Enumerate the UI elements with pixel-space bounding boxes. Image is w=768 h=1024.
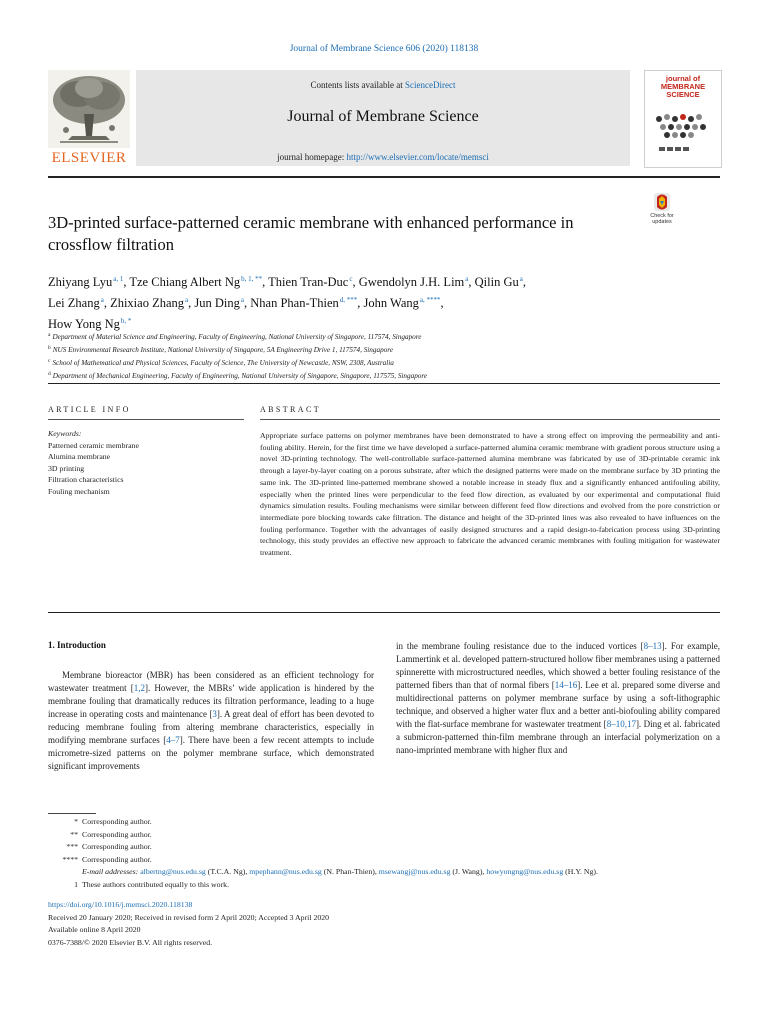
author-name[interactable]: How Yong Ng: [48, 317, 120, 331]
sciencedirect-link[interactable]: ScienceDirect: [405, 80, 456, 90]
masthead-band: [136, 70, 630, 166]
author-affiliation-marker[interactable]: a: [519, 275, 523, 283]
homepage-prefix: journal homepage:: [277, 152, 347, 162]
author-affiliation-marker[interactable]: a: [240, 296, 244, 304]
cover-art-icon: [651, 109, 715, 159]
abstract-rule: [260, 419, 720, 420]
author-separator: ,: [357, 296, 364, 310]
author-separator: ,: [440, 296, 444, 310]
author-name[interactable]: Lei Zhang: [48, 296, 100, 310]
crossmark-icon: [646, 193, 678, 213]
keyword-item: Fouling mechanism: [48, 486, 110, 496]
affiliation-item: [48, 343, 720, 356]
author-separator: ,: [468, 275, 475, 289]
front-matter-divider: [48, 383, 720, 384]
footnote-corresponding: [48, 829, 720, 842]
journal-cover-thumbnail[interactable]: [644, 70, 722, 168]
publisher-logo: [48, 70, 130, 166]
abstract-bottom-divider: [48, 612, 720, 613]
email-link[interactable]: howyongng@nus.edu.sg: [486, 867, 564, 877]
author-separator: ,: [123, 275, 130, 289]
doi-link[interactable]: https://doi.org/10.1016/j.memsci.2020.118138: [48, 900, 193, 909]
footnote-corresponding: [48, 854, 720, 867]
elsevier-tree-icon: [48, 70, 130, 148]
footnote-marker: *: [74, 817, 78, 826]
article-info-rule: [48, 419, 244, 420]
copyright-line: 0376-7388/© 2020 Elsevier B.V. All rights reserved.: [48, 937, 213, 947]
email-owner: (T.C.A. Ng),: [205, 867, 250, 877]
section-heading-introduction: 1. Introduction: [48, 640, 106, 650]
author-separator: ,: [188, 296, 195, 310]
journal-title: Journal of Membrane Science: [287, 108, 479, 125]
abstract-heading: ABSTRACT: [260, 405, 321, 414]
author-separator: ,: [522, 275, 526, 289]
author-name[interactable]: Tze Chiang Albert Ng: [129, 275, 241, 289]
body-text-run: ]. Lee et al. prepared some diverse and multidirectional patterns on polymer membrane surface by using a soft-lithographic technique, and observed a higher water flux and a better anti-biofouling ability compared with the flat-surface membrane for wastewater treatment [: [396, 680, 720, 729]
affiliation-marker: c: [48, 358, 51, 364]
body-text-run: ]. However, the MBRs’ wide application is hindered by the membrane fouling that dramatically reduces its filtration performance, leading to a huge increase in operating costs and maintenance [: [48, 683, 374, 719]
footnote-corresponding: [48, 816, 720, 829]
footnote-equal-contribution: [48, 879, 720, 892]
publisher-wordmark: ELSEVIER: [51, 150, 127, 166]
author-affiliation-marker[interactable]: c: [349, 275, 353, 283]
citation-reference[interactable]: 8–13: [643, 641, 662, 651]
contents-prefix: Contents lists available at: [310, 80, 405, 90]
author-separator: ,: [244, 296, 251, 310]
cover-title: [645, 75, 721, 99]
journal-masthead: [48, 70, 720, 170]
author-affiliation-marker[interactable]: d, ***: [339, 296, 358, 304]
author-affiliation-marker[interactable]: a: [465, 275, 469, 283]
article-info-heading: ARTICLE INFO: [48, 405, 131, 414]
affiliation-marker: b: [48, 345, 51, 351]
body-column-right: [396, 640, 720, 757]
footnote-text: Corresponding author.: [82, 842, 152, 852]
email-owner: (N. Phan-Thien),: [321, 867, 379, 877]
body-column-left: [48, 669, 374, 773]
affiliation-text: School of Mathematical and Physical Sciences, Faculty of Science, The University of Newcastle, NSW, 2308, Australia: [52, 359, 394, 367]
footnote-emails: [48, 866, 720, 879]
author-affiliation-marker[interactable]: b, *: [120, 317, 132, 325]
body-text-run: ]. Ding et al. fabricated a submicron-patterned thin-film membrane through an interfacial polymerization on a nano-imprinted membrane with higher flux and: [396, 719, 720, 755]
available-online-date: Available online 8 April 2020: [48, 925, 141, 934]
footnote-marker: **: [70, 829, 78, 839]
email-link[interactable]: mpephann@nus.edu.sg: [249, 867, 322, 877]
homepage-line: [136, 152, 630, 162]
received-dates: Received 20 January 2020; Received in revised form 2 April 2020; Accepted 3 April 2020: [48, 912, 330, 922]
author-name[interactable]: Thien Tran-Duc: [268, 275, 349, 289]
journal-citation-link[interactable]: Journal of Membrane Science 606 (2020) 118138: [289, 44, 479, 54]
crossmark-label-line: updates: [652, 219, 672, 225]
author-separator: ,: [262, 275, 269, 289]
affiliation-item: [48, 356, 720, 369]
author-name[interactable]: Gwendolyn J.H. Lim: [358, 275, 465, 289]
footnote-rule: [48, 813, 96, 814]
affiliation-text: Department of Material Science and Engineering, Faculty of Engineering, National University of Singapore, 117574, Singapore: [52, 333, 422, 341]
article-title: 3D-printed surface-patterned ceramic membrane with enhanced performance in crossflow filtration: [48, 213, 574, 254]
footnote-corresponding: [48, 841, 720, 854]
keyword-item: Alumina membrane: [48, 452, 111, 462]
keyword-item: Patterned ceramic membrane: [48, 440, 139, 450]
footnote-marker: ****: [62, 854, 78, 864]
author-name[interactable]: Zhixiao Zhang: [110, 296, 185, 310]
homepage-link[interactable]: http://www.elsevier.com/locate/memsci: [346, 152, 489, 162]
author-affiliation-marker[interactable]: a: [185, 296, 189, 304]
author-name[interactable]: Qilin Gu: [474, 275, 519, 289]
keyword-item: Filtration characteristics: [48, 475, 124, 485]
masthead-divider: [48, 176, 720, 178]
check-for-updates-badge[interactable]: [646, 193, 678, 229]
citation-reference[interactable]: 14–16: [554, 680, 578, 690]
author-name[interactable]: John Wang: [363, 296, 419, 310]
author-affiliation-marker[interactable]: a, ****: [419, 296, 441, 304]
author-name[interactable]: Jun Ding: [194, 296, 240, 310]
publication-info: [48, 899, 720, 949]
email-link[interactable]: albertng@nus.edu.sg: [140, 867, 206, 877]
footnote-text: Corresponding author.: [82, 817, 152, 826]
citation-reference[interactable]: 8–10,17: [606, 719, 636, 729]
footnote-text: Corresponding author.: [82, 829, 152, 839]
keywords-label: Keywords:: [48, 429, 82, 438]
email-link[interactable]: msewangj@nus.edu.sg: [378, 867, 451, 877]
affiliation-item: [48, 369, 720, 382]
keyword-item: 3D printing: [48, 463, 85, 473]
footnote-marker: ***: [66, 842, 78, 852]
email-owner: (H.Y. Ng).: [563, 867, 598, 877]
author-list: [48, 270, 648, 333]
keywords-block: [48, 428, 244, 498]
body-text-run: ]. For example, Lammertink et al. developed pattern-structured hollow fiber membranes using a patterned spinnerette with microstructured needles, which showed a better fouling resistance of the patterned fibers than that of normal fibers [: [396, 641, 720, 690]
email-owner: (J. Wang),: [450, 867, 487, 877]
abstract-text: Appropriate surface patterns on polymer membranes have been demonstrated to have a strong effect on improving the permeability and anti-fouling ability. Herein, for the first time we have developed a surface-patterned alumina ceramic membrane with gradient porous structure using a novel 3D-printing technology. The well-controllable surface-patterned alumina membrane was fabricated by use of 3D-printable ceramic ink through a layer-by-layer coating on a porous substrate, after which the designed patterns were made on the membrane surface by 3D printing the same ink. The 3D-printed line-patterned membrane showed a notable increase in steady flux and a significantly enhanced antifouling ability, especially when the printed lines were perpendicular to the feed flow direction, as evaluated by our experimental and computational fluid dynamics simulation results. Fouling mechanisms were similar between different feed flow directions and evolved from the pore constriction or intermediate pore blocking towards cake filtration. The distance and height of the 3D-printed lines was also revealed to have influences on the fouling performance. Together with the advantages of easily designed structures and a rapid design-to-fabrication process using 3D-printing technology, this study provides an effective new approach to fabricate the advanced ceramic membranes with fouling mitigation for wastewater treatment.: [260, 431, 720, 558]
footnote-text: These authors contributed equally to this work.: [82, 879, 230, 889]
email-label: E-mail addresses:: [82, 867, 139, 877]
author-name[interactable]: Nhan Phan-Thien: [250, 296, 339, 310]
citation-reference[interactable]: 4–7: [166, 735, 180, 745]
author-affiliation-marker[interactable]: a, 1: [113, 275, 124, 283]
contents-line: [136, 80, 630, 90]
author-separator: ,: [103, 296, 111, 310]
body-text-run: in the membrane fouling resistance due to the induced vortices [: [396, 641, 644, 651]
author-affiliation-marker[interactable]: b, 1, **: [241, 275, 263, 283]
footnote-marker: 1: [74, 879, 78, 889]
footnotes: [48, 816, 720, 892]
author-name[interactable]: Zhiyang Lyu: [48, 275, 113, 289]
cover-title-line: journal of: [665, 74, 701, 83]
cover-title-line: SCIENCE: [666, 90, 700, 99]
affiliation-item: [48, 330, 720, 343]
citation-reference[interactable]: 1,2: [133, 683, 145, 693]
affiliation-text: NUS Environmental Research Institute, National University of Singapore, 5A Engineering Drive 1, 117574, Singapore: [52, 346, 393, 354]
affiliation-list: [48, 330, 720, 382]
affiliation-marker: a: [48, 332, 51, 338]
author-separator: ,: [352, 275, 359, 289]
footnote-text: Corresponding author.: [82, 854, 152, 864]
body-text-run: ]. A great deal of effort has been devoted to reducing membrane fouling from altering membrane characteristics, especially in modifying membrane surfaces [: [48, 709, 375, 745]
affiliation-marker: d: [48, 371, 51, 377]
citation-reference[interactable]: 3: [212, 709, 217, 719]
crossmark-label: [646, 213, 678, 225]
affiliation-text: Department of Mechanical Engineering, Faculty of Engineering, National University of Singapore, Singapore, 117575, Singapore: [52, 372, 428, 380]
author-affiliation-marker[interactable]: a: [100, 296, 104, 304]
body-text-run: ]. There have been a few recent attempts to include micrometre-sized patterns on the polymer membrane surface, which demonstrated significant improvements: [48, 735, 374, 771]
cover-title-line: MEMBRANE: [660, 82, 706, 91]
body-text-run: Membrane bioreactor (MBR) has been considered as an efficient technology for wastewater treatment [: [48, 670, 374, 693]
crossmark-label-line: Check for: [650, 213, 674, 219]
